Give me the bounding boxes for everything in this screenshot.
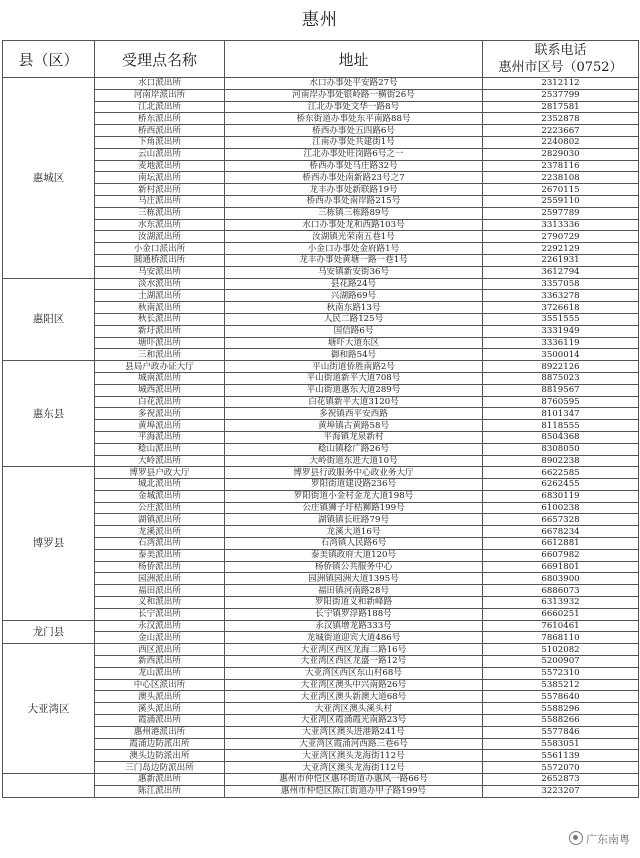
- address-cell: 公庄镇狮子圩桔狮路199号: [225, 502, 483, 514]
- address-cell: 泰美镇政府大道120号: [225, 549, 483, 561]
- address-cell: 人民二路125号: [225, 313, 483, 325]
- address-cell: 湖镇镇长旺路79号: [225, 514, 483, 526]
- county-cell: [3, 774, 95, 798]
- phone-cell: 5578640: [483, 691, 639, 703]
- table-row: [3, 455, 639, 467]
- station-name-cell: 平海派出所: [95, 431, 225, 443]
- address-cell: 大亚湾区西区龙盛一路12号: [225, 656, 483, 668]
- station-name-cell: 园洲派出所: [95, 573, 225, 585]
- table-row: [3, 620, 639, 632]
- station-name-cell: 水东派出所: [95, 219, 225, 231]
- table-row: [3, 490, 639, 502]
- phone-cell: 3500014: [483, 349, 639, 361]
- table-row: [3, 89, 639, 101]
- phone-cell: 2352878: [483, 113, 639, 125]
- station-name-cell: 西区派出所: [95, 644, 225, 656]
- phone-cell: 7868110: [483, 632, 639, 644]
- phone-cell: 3357058: [483, 278, 639, 290]
- phone-cell: 2829030: [483, 148, 639, 160]
- station-name-cell: 新村派出所: [95, 184, 225, 196]
- address-cell: 桥西办事处南新路23号之7: [225, 172, 483, 184]
- phone-cell: 2790729: [483, 231, 639, 243]
- phone-cell: 3551555: [483, 313, 639, 325]
- station-name-cell: 秋南派出所: [95, 302, 225, 314]
- phone-cell: 6886073: [483, 585, 639, 597]
- table-row: [3, 656, 639, 668]
- address-cell: 大亚湾区澳头进港路241号: [225, 726, 483, 738]
- header-address: 地址: [225, 41, 483, 78]
- station-name-cell: 霞涌边防派出所: [95, 738, 225, 750]
- address-cell: 罗阳街道建设路236号: [225, 479, 483, 491]
- address-cell: 桥西办事处五四路6号: [225, 125, 483, 137]
- station-name-cell: 霞涌派出所: [95, 715, 225, 727]
- table-row: [3, 561, 639, 573]
- table-row: [3, 467, 639, 479]
- table-row: [3, 549, 639, 561]
- table-row: [3, 231, 639, 243]
- table-row: [3, 278, 639, 290]
- address-cell: 惠州市仲恺区惠环街道办惠风一路66号: [225, 774, 483, 786]
- address-cell: 大亚湾区澳头溪头村: [225, 703, 483, 715]
- phone-cell: 6691801: [483, 561, 639, 573]
- table-row: [3, 195, 639, 207]
- table-row: [3, 337, 639, 349]
- phone-cell: 6622585: [483, 467, 639, 479]
- station-name-cell: 桥东派出所: [95, 113, 225, 125]
- address-cell: 福田镇河南路28号: [225, 585, 483, 597]
- table-row: [3, 443, 639, 455]
- station-name-cell: 博罗县户政大厅: [95, 467, 225, 479]
- table-row: [3, 514, 639, 526]
- page-title: 惠州: [302, 10, 338, 30]
- phone-cell: 3612794: [483, 266, 639, 278]
- table-row: [3, 313, 639, 325]
- station-name-cell: 马安派出所: [95, 266, 225, 278]
- header-county: 县（区）: [3, 41, 95, 78]
- header-phone-line2: 惠州市区号（0752）: [498, 60, 623, 75]
- phone-cell: 5577846: [483, 726, 639, 738]
- table-row: [3, 420, 639, 432]
- table-row: [3, 667, 639, 679]
- station-name-cell: 湖镇派出所: [95, 514, 225, 526]
- address-cell: 桥西办事处马庄路32号: [225, 160, 483, 172]
- county-cell: 惠东县: [3, 361, 95, 467]
- table-row: [3, 679, 639, 691]
- phone-cell: 6660251: [483, 608, 639, 620]
- station-name-cell: 溪头派出所: [95, 703, 225, 715]
- table-row: [3, 479, 639, 491]
- station-name-cell: 土湖派出所: [95, 290, 225, 302]
- station-name-cell: 杨侨派出所: [95, 561, 225, 573]
- table-row: [3, 573, 639, 585]
- station-name-cell: 澳头边防派出所: [95, 750, 225, 762]
- table-row: [3, 715, 639, 727]
- address-cell: 龙丰办事处黄塘一路一巷1号: [225, 254, 483, 266]
- address-cell: 罗阳街道小金村金龙大道198号: [225, 490, 483, 502]
- table-row: [3, 585, 639, 597]
- table-row: [3, 160, 639, 172]
- address-cell: 长宁镇罗浮路188号: [225, 608, 483, 620]
- station-name-cell: 三栋派出所: [95, 207, 225, 219]
- address-cell: 龙溪大道16号: [225, 526, 483, 538]
- station-name-cell: 云山派出所: [95, 148, 225, 160]
- table-row: [3, 762, 639, 774]
- address-cell: 马安镇新安街36号: [225, 266, 483, 278]
- address-cell: 水口办事处龙和西路103号: [225, 219, 483, 231]
- table-row: [3, 207, 639, 219]
- station-name-cell: 陈江派出所: [95, 785, 225, 797]
- watermark: [565, 830, 634, 848]
- station-name-cell: 大岭派出所: [95, 455, 225, 467]
- address-cell: 罗阳街道义和新峰路: [225, 597, 483, 609]
- station-name-cell: 小金口派出所: [95, 243, 225, 255]
- table-row: [3, 101, 639, 113]
- table-row: [3, 396, 639, 408]
- address-cell: 博罗县行政服务中心政业务大厅: [225, 467, 483, 479]
- address-cell: 江北办事处文华一路8号: [225, 101, 483, 113]
- station-name-cell: 塘吓派出所: [95, 337, 225, 349]
- phone-cell: 3313336: [483, 219, 639, 231]
- address-cell: 河南岸办事处银岭路一横街26号: [225, 89, 483, 101]
- table-row: [3, 361, 639, 373]
- address-cell: 大亚湾区西区东山村68号: [225, 667, 483, 679]
- watermark-text: 广东南粤: [586, 833, 630, 846]
- address-cell: 桥西办事处南岸路215号: [225, 195, 483, 207]
- table-header-row: [3, 41, 639, 78]
- phone-cell: 8504368: [483, 431, 639, 443]
- address-cell: 江南办事处共建街1号: [225, 136, 483, 148]
- phone-cell: 3726618: [483, 302, 639, 314]
- address-cell: 龙丰办事处新联路19号: [225, 184, 483, 196]
- table-row: [3, 726, 639, 738]
- station-name-cell: 城西派出所: [95, 384, 225, 396]
- table-row: [3, 184, 639, 196]
- phone-cell: 5588296: [483, 703, 639, 715]
- table-row: [3, 644, 639, 656]
- table-row: [3, 349, 639, 361]
- station-name-cell: 白花派出所: [95, 396, 225, 408]
- address-cell: 平山街道新平大道708号: [225, 372, 483, 384]
- table-row: [3, 136, 639, 148]
- phone-cell: 3223207: [483, 785, 639, 797]
- address-cell: 惠州市仲恺区陈江街道办甲子路199号: [225, 785, 483, 797]
- table-row: [3, 703, 639, 715]
- address-cell: 石湾镇人民路6号: [225, 538, 483, 550]
- station-name-cell: 下角派出所: [95, 136, 225, 148]
- station-name-cell: 桥西派出所: [95, 125, 225, 137]
- station-name-cell: 中心区派出所: [95, 679, 225, 691]
- address-cell: 御和路54号: [225, 349, 483, 361]
- county-cell: 大亚湾区: [3, 644, 95, 774]
- address-cell: 汝湖镇光荣南五巷1号: [225, 231, 483, 243]
- address-cell: 杨侨镇公共服务中心: [225, 561, 483, 573]
- table-row: [3, 290, 639, 302]
- phone-cell: 2240802: [483, 136, 639, 148]
- station-name-cell: 河南岸派出所: [95, 89, 225, 101]
- address-cell: 小金口办事处金府路1号: [225, 243, 483, 255]
- phone-cell: 8922126: [483, 361, 639, 373]
- address-cell: 大亚湾区澳头龙海街112号: [225, 762, 483, 774]
- address-cell: 平山街道侨胜南路2号: [225, 361, 483, 373]
- station-name-cell: 多祝派出所: [95, 408, 225, 420]
- table-row: [3, 254, 639, 266]
- phone-cell: 3336119: [483, 337, 639, 349]
- address-cell: 大亚湾区西区龙海二路16号: [225, 644, 483, 656]
- station-name-cell: 秋长派出所: [95, 313, 225, 325]
- address-cell: 江北办事处旺岗路6号之一: [225, 148, 483, 160]
- phone-cell: 5561139: [483, 750, 639, 762]
- phone-cell: 2652873: [483, 774, 639, 786]
- phone-cell: 2597789: [483, 207, 639, 219]
- phone-cell: 5102082: [483, 644, 639, 656]
- address-cell: 大亚湾区澳头龙海街112号: [225, 750, 483, 762]
- station-name-cell: 水口派出所: [95, 78, 225, 90]
- station-name-cell: 澳头派出所: [95, 691, 225, 703]
- county-cell: 惠阳区: [3, 278, 95, 361]
- table-body: [3, 78, 639, 798]
- station-name-cell: 圆通桥派出所: [95, 254, 225, 266]
- address-cell: 兴湖路69号: [225, 290, 483, 302]
- county-cell: 龙门县: [3, 620, 95, 644]
- station-name-cell: 新西派出所: [95, 656, 225, 668]
- table-row: [3, 266, 639, 278]
- station-name-cell: 长宁派出所: [95, 608, 225, 620]
- phone-cell: 3363278: [483, 290, 639, 302]
- address-cell: 多祝镇西平安西路: [225, 408, 483, 420]
- table-row: [3, 538, 639, 550]
- table-row: [3, 597, 639, 609]
- phone-cell: 5572070: [483, 762, 639, 774]
- table-row: [3, 431, 639, 443]
- phone-cell: 2261931: [483, 254, 639, 266]
- station-name-cell: 稔山派出所: [95, 443, 225, 455]
- table-row: [3, 785, 639, 797]
- phone-cell: 2378116: [483, 160, 639, 172]
- station-name-cell: 泰美派出所: [95, 549, 225, 561]
- county-cell: 博罗县: [3, 467, 95, 620]
- phone-cell: 2559110: [483, 195, 639, 207]
- address-cell: 平海镇龙泉新村: [225, 431, 483, 443]
- station-name-cell: 县局户政办证大厅: [95, 361, 225, 373]
- table-row: [3, 372, 639, 384]
- police-station-table: [2, 40, 639, 798]
- phone-cell: 2292129: [483, 243, 639, 255]
- table-row: [3, 113, 639, 125]
- station-name-cell: 三和派出所: [95, 349, 225, 361]
- phone-cell: 2223667: [483, 125, 639, 137]
- address-cell: 大亚湾区霞涌河西路三巷6号: [225, 738, 483, 750]
- station-name-cell: 麦地派出所: [95, 160, 225, 172]
- phone-cell: 8819567: [483, 384, 639, 396]
- phone-cell: 8101347: [483, 408, 639, 420]
- address-cell: 平山街道惠东大道289号: [225, 384, 483, 396]
- table-row: [3, 608, 639, 620]
- phone-cell: 6678234: [483, 526, 639, 538]
- station-name-cell: 龙溪派出所: [95, 526, 225, 538]
- table-row: [3, 219, 639, 231]
- table-row: [3, 408, 639, 420]
- station-name-cell: 义和派出所: [95, 597, 225, 609]
- address-cell: 龙城街道迎宾大道486号: [225, 632, 483, 644]
- address-cell: 黄埠镇古黄路58号: [225, 420, 483, 432]
- phone-cell: 5385212: [483, 679, 639, 691]
- address-cell: 园洲镇园洲大道1395号: [225, 573, 483, 585]
- station-name-cell: 公庄派出所: [95, 502, 225, 514]
- phone-cell: 6262455: [483, 479, 639, 491]
- table-row: [3, 125, 639, 137]
- phone-cell: 6612881: [483, 538, 639, 550]
- phone-cell: 5583051: [483, 738, 639, 750]
- station-name-cell: 金城派出所: [95, 490, 225, 502]
- header-station: 受理点名称: [95, 41, 225, 78]
- phone-cell: 6830119: [483, 490, 639, 502]
- table-row: [3, 632, 639, 644]
- county-cell: 惠城区: [3, 78, 95, 279]
- table-row: [3, 243, 639, 255]
- phone-cell: 3331949: [483, 325, 639, 337]
- address-cell: 大亚湾区霞涌霞光南路23号: [225, 715, 483, 727]
- phone-cell: 2670115: [483, 184, 639, 196]
- station-name-cell: 石湾派出所: [95, 538, 225, 550]
- table-row: [3, 691, 639, 703]
- address-cell: 三栋镇三栋路89号: [225, 207, 483, 219]
- table-row: [3, 148, 639, 160]
- station-name-cell: 城北派出所: [95, 479, 225, 491]
- address-cell: 大岭街道东进大道10号: [225, 455, 483, 467]
- phone-cell: 8308050: [483, 443, 639, 455]
- station-name-cell: 淡水派出所: [95, 278, 225, 290]
- table-row: [3, 302, 639, 314]
- station-name-cell: 黄埠派出所: [95, 420, 225, 432]
- station-name-cell: 金山派出所: [95, 632, 225, 644]
- station-name-cell: 汝湖派出所: [95, 231, 225, 243]
- table-row: [3, 502, 639, 514]
- phone-cell: 2238108: [483, 172, 639, 184]
- address-cell: 大亚湾区澳头新澳大道68号: [225, 691, 483, 703]
- phone-cell: 2312112: [483, 78, 639, 90]
- address-cell: 稔山镇稔广路26号: [225, 443, 483, 455]
- table-row: [3, 526, 639, 538]
- table-row: [3, 750, 639, 762]
- phone-cell: 7610461: [483, 620, 639, 632]
- station-name-cell: 福田派出所: [95, 585, 225, 597]
- table-row: [3, 774, 639, 786]
- phone-cell: 8902238: [483, 455, 639, 467]
- station-name-cell: 永汉派出所: [95, 620, 225, 632]
- address-cell: 白花镇新平大道3120号: [225, 396, 483, 408]
- phone-cell: 5572310: [483, 667, 639, 679]
- phone-cell: 8760595: [483, 396, 639, 408]
- table-row: [3, 738, 639, 750]
- phone-cell: 5200907: [483, 656, 639, 668]
- station-name-cell: 新圩派出所: [95, 325, 225, 337]
- table-row: [3, 384, 639, 396]
- table-row: [3, 78, 639, 90]
- phone-cell: 6803900: [483, 573, 639, 585]
- address-cell: 国信路6号: [225, 325, 483, 337]
- address-cell: 大亚湾区澳头中兴南路26号: [225, 679, 483, 691]
- address-cell: 塘吓大道东区: [225, 337, 483, 349]
- phone-cell: 6100238: [483, 502, 639, 514]
- address-cell: 秋南东路13号: [225, 302, 483, 314]
- station-name-cell: 惠州港派出所: [95, 726, 225, 738]
- station-name-cell: 南坛派出所: [95, 172, 225, 184]
- address-cell: 永汉镇增龙路333号: [225, 620, 483, 632]
- station-name-cell: 江北派出所: [95, 101, 225, 113]
- phone-cell: 2817581: [483, 101, 639, 113]
- address-cell: 水口办事处平安路27号: [225, 78, 483, 90]
- address-cell: 桥东街道办事处东平南路88号: [225, 113, 483, 125]
- phone-cell: 6607982: [483, 549, 639, 561]
- address-cell: 县花路24号: [225, 278, 483, 290]
- header-phone-line1: 联系电话: [534, 43, 587, 58]
- station-name-cell: 城南派出所: [95, 372, 225, 384]
- phone-cell: 8875023: [483, 372, 639, 384]
- phone-cell: 8118555: [483, 420, 639, 432]
- header-phone: [483, 41, 639, 78]
- station-name-cell: 惠新派出所: [95, 774, 225, 786]
- table-row: [3, 172, 639, 184]
- phone-cell: 5588266: [483, 715, 639, 727]
- station-name-cell: 三门岛边防派出所: [95, 762, 225, 774]
- table-row: [3, 325, 639, 337]
- wechat-logo-icon: [569, 831, 583, 845]
- station-name-cell: 马庄派出所: [95, 195, 225, 207]
- phone-cell: 6313932: [483, 597, 639, 609]
- phone-cell: 6657328: [483, 514, 639, 526]
- phone-cell: 2537799: [483, 89, 639, 101]
- station-name-cell: 龙山派出所: [95, 667, 225, 679]
